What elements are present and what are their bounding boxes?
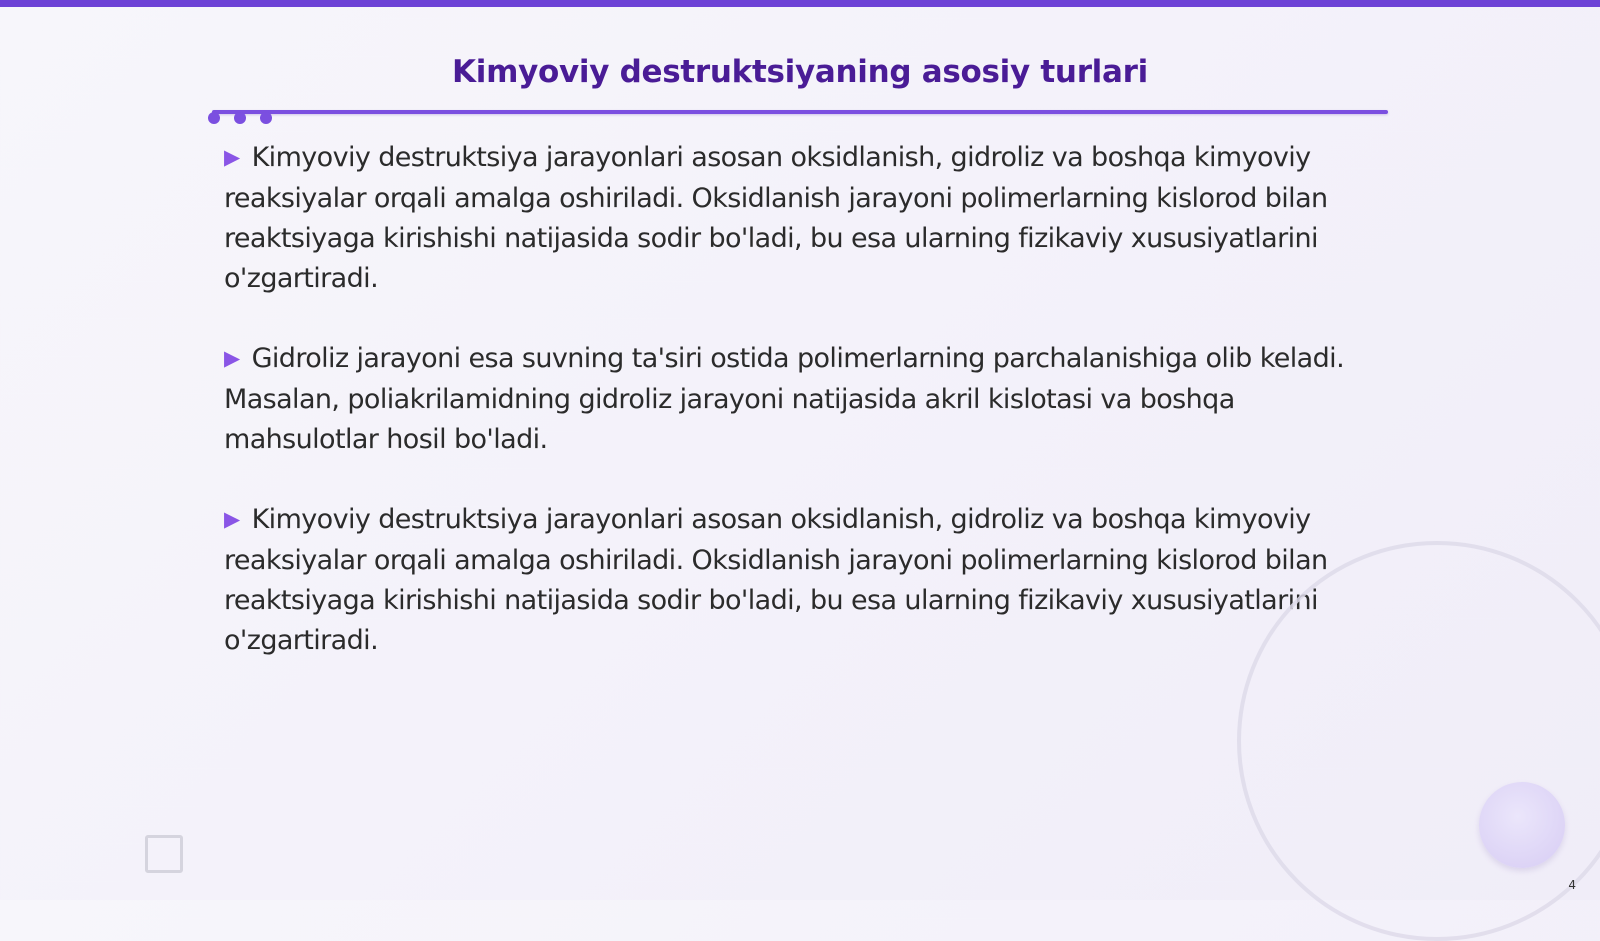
triangle-bullet-icon: ▶ xyxy=(224,145,240,169)
decor-dot-1 xyxy=(208,112,220,124)
slide-number: 4 xyxy=(1568,878,1576,892)
bullet-item-3 xyxy=(224,500,1384,661)
decor-dot-2 xyxy=(234,112,246,124)
triangle-bullet-icon: ▶ xyxy=(224,346,240,370)
bullet-item-1 xyxy=(224,138,1384,299)
decor-square xyxy=(145,835,183,873)
decor-dot-3 xyxy=(260,112,272,124)
decor-circle xyxy=(1479,782,1565,868)
bullet-text-2: Gidroliz jarayoni esa suvning ta'siri ostida polimerlarning parchalanishiga olib keladi. Masalan, poliakrilamidning gidroliz jarayoni natijasida akril kislotasi va boshqa mahsulotlar hosil bo'ladi. xyxy=(224,343,1345,455)
title-underline xyxy=(212,110,1388,114)
bullet-item-2 xyxy=(224,339,1384,460)
triangle-bullet-icon: ▶ xyxy=(224,507,240,531)
slide-title: Kimyoviy destruktsiyaning asosiy turlari xyxy=(452,54,1148,90)
top-accent-bar xyxy=(0,0,1600,7)
bullet-text-1: Kimyoviy destruktsiya jarayonlari asosan oksidlanish, gidroliz va boshqa kimyoviy reaksiyalar orqali amalga oshiriladi. Oksidlanish jarayoni polimerlarning kislorod bilan reaktsiyaga kirishishi natijasida sodir bo'ladi, bu esa ularning fizikaviy xususiyatlarini o'zgartiradi. xyxy=(224,142,1328,294)
bullet-text-3: Kimyoviy destruktsiya jarayonlari asosan oksidlanish, gidroliz va boshqa kimyoviy reaksiyalar orqali amalga oshiriladi. Oksidlanish jarayoni polimerlarning kislorod bilan reaktsiyaga kirishishi natijasida sodir bo'ladi, bu esa ularning fizikaviy xususiyatlarini o'zgartiradi. xyxy=(224,504,1328,656)
bullet-list xyxy=(224,138,1384,701)
